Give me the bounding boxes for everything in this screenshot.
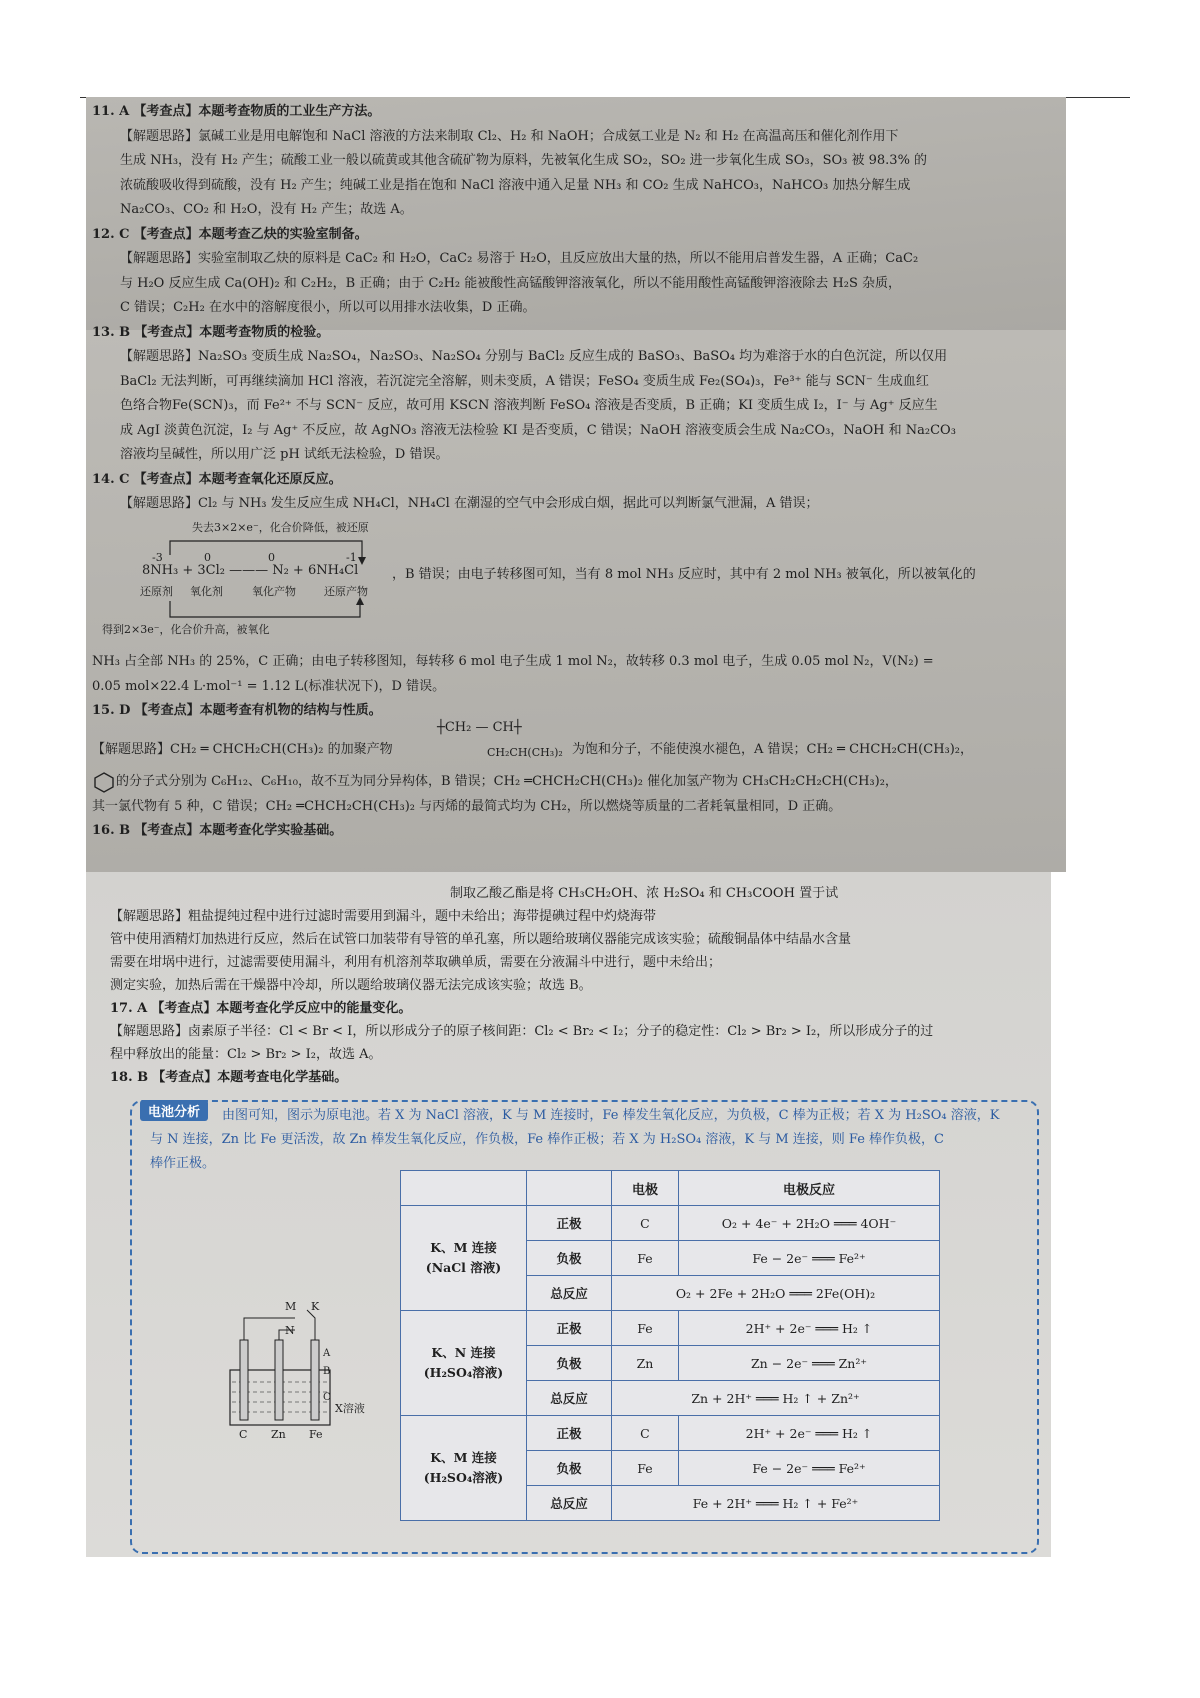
question-17-header: [110, 997, 1050, 1020]
q13-line: 成 AgI 淡黄色沉淀，I₂ 与 Ag⁺ 不反应，故 AgNO₃ 溶液无法检验 KI 是否变质，C 错误；NaOH 溶液变质会生成 Na₂CO₃，NaOH 和 Na₂CO₃: [120, 422, 956, 438]
kaodian: 【考查点】本题考查化学实验基础。: [134, 823, 343, 838]
battery-analysis-text: [150, 1104, 1030, 1176]
group-solution: (H₂SO₄溶液): [423, 1365, 504, 1380]
kaodian: 【考查点】本题考查有机物的结构与性质。: [134, 703, 382, 718]
q15-line: 为饱和分子，不能使溴水褪色，A 错误；CH₂ ═ CHCH₂CH(CH₃)₂，: [572, 742, 974, 757]
row-label: 负极: [526, 1451, 611, 1486]
question-number: 18. B: [110, 1070, 149, 1085]
answers-section-1: [92, 100, 1062, 517]
q14-line: 0.05 mol×22.4 L·mol⁻¹ = 1.12 L(标准状况下)，D 错误。: [92, 678, 446, 694]
q16-line: 测定实验，加热后需在干燥器中冷却，所以题给玻璃仪器无法完成该实验；故选 B。: [110, 978, 592, 993]
kaodian: 【考查点】本题考查物质的工业生产方法。: [133, 104, 381, 119]
row-label: 负极: [526, 1241, 611, 1276]
answers-section-3: [110, 882, 1050, 1089]
analysis-line: 与 N 连接，Zn 比 Fe 更活泼，故 Zn 棒发生氧化反应，作负极，Fe 棒作正极；若 X 为 H₂SO₄ 溶液，K 与 M 连接，则 Fe 棒作负极，C: [150, 1132, 944, 1147]
row-label: 总反应: [526, 1381, 611, 1416]
electrode-cell: Zn: [611, 1346, 678, 1381]
polymer-side-chain: CH₂CH(CH₃)₂: [487, 746, 563, 759]
table-header: [401, 1171, 527, 1206]
ox-state: 0: [268, 551, 275, 564]
reaction-cell: O₂ + 2Fe + 2H₂O ═══ 2Fe(OH)₂: [611, 1276, 939, 1311]
q15-line: 【解题思路】CH₂ ═ CHCH₂CH(CH₃)₂ 的加聚产物: [92, 742, 393, 757]
electrochemical-cell-diagram: [215, 1300, 415, 1445]
question-16-header: [92, 819, 1062, 844]
electrode-label-C: C: [239, 1428, 248, 1441]
q13-line: 溶液均呈碱性，所以用广泛 pH 试纸无法检验，D 错误。: [120, 447, 449, 462]
row-label: 负极: [526, 1346, 611, 1381]
analysis-line: 棒作正极。: [150, 1156, 216, 1171]
q16-line: 【解题思路】粗盐提纯过程中进行过滤时需要用到漏斗，题中未给出；海带提碘过程中灼烧海带: [110, 909, 657, 924]
ox-state: -1: [346, 551, 357, 564]
kaodian: 【考查点】本题考查乙炔的实验室制备。: [133, 226, 368, 242]
electrode-cell: Fe: [611, 1241, 678, 1276]
q13-line: 色络合物Fe(SCN)₃，而 Fe²⁺ 不与 SCN⁻ 反应，故可用 KSCN 溶液判断 FeSO₄ 溶液是否变质，B 正确；KI 变质生成 I₂，I⁻ 与 Ag⁺ 反应生: [120, 398, 938, 413]
reaction-cell: Zn + 2H⁺ ═══ H₂ ↑ + Zn²⁺: [611, 1381, 939, 1416]
q16-line: 制取乙酸乙酯是将 CH₃CH₂OH、浓 H₂SO₄ 和 CH₃COOH 置于试: [450, 886, 839, 901]
q15-polymer-line: [92, 720, 1062, 764]
electrode-cell: Fe: [611, 1311, 678, 1346]
group-name: K、M 连接: [430, 1450, 497, 1465]
electron-transfer-diagram: [92, 513, 1062, 648]
q11-line: 浓硫酸吸收得到硫酸，没有 H₂ 产生；纯碱工业是指在饱和 NaCl 溶液中通入足量 NH₃ 和 CO₂ 生成 NaHCO₃，NaHCO₃ 加热分解生成: [120, 177, 911, 193]
q14-line: NH₃ 占全部 NH₃ 的 25%，C 正确；由电子转移图知，每转移 6 mol 电子生成 1 mol N₂，故转移 0.3 mol 电子，生成 0.05 mol N₂，V(N₂) =: [92, 654, 934, 669]
question-number: 17. A: [110, 1001, 148, 1016]
row-label: 总反应: [526, 1276, 611, 1311]
solution-label: X溶液: [335, 1402, 365, 1415]
electrode-cell: C: [611, 1416, 678, 1451]
question-15-header: [92, 699, 1062, 724]
role-label: 还原产物: [324, 585, 368, 598]
question-18-header: [110, 1066, 1050, 1089]
role-label: 还原剂: [140, 585, 173, 598]
q11-line: 生成 NH₃，没有 H₂ 产生；硫酸工业一般以硫黄或其他含硫矿物为原料，先被氧化生成 SO₂，SO₂ 进一步氧化生成 SO₃，SO₃ 被 98.3% 的: [120, 153, 928, 168]
electron-gain-label: 失去3×2×e⁻，化合价降低，被还原: [192, 521, 369, 534]
question-number: 13. B: [92, 324, 131, 340]
switch-label-N: N: [285, 1324, 295, 1337]
group-name: K、M 连接: [430, 1240, 497, 1255]
reaction-cell: Fe + 2H⁺ ═══ H₂ ↑ + Fe²⁺: [611, 1486, 939, 1521]
q13-line: BaCl₂ 无法判断，可再继续滴加 HCl 溶液，若沉淀完全溶解，则未变质，A 错误；FeSO₄ 变质生成 Fe₂(SO₄)₃，Fe³⁺ 能与 SCN⁻ 生成血红: [120, 373, 929, 389]
table-row: [401, 1311, 940, 1346]
reaction-cell: Fe − 2e⁻ ═══ Fe²⁺: [678, 1451, 939, 1486]
group-name: K、N 连接: [431, 1345, 496, 1360]
table-row: [401, 1206, 940, 1241]
q13-line: 【解题思路】Na₂SO₃ 变质生成 Na₂SO₄，Na₂SO₃、Na₂SO₄ 分别与 BaCl₂ 反应生成的 BaSO₃、BaSO₄ 均为难溶于水的白色沉淀，所以仅用: [120, 349, 948, 364]
q16-line: 需要在坩埚中进行，过滤需要使用漏斗，利用有机溶剂萃取碘单质，需要在分液漏斗中进行，题中未给出；: [110, 955, 722, 970]
electrode-cell: C: [611, 1206, 678, 1241]
cyclohexene-ring-icon: [92, 771, 116, 793]
group-solution: (NaCl 溶液): [425, 1260, 502, 1275]
kaodian: 【考查点】本题考查物质的检验。: [134, 324, 330, 340]
q12-line: 与 H₂O 反应生成 Ca(OH)₂ 和 C₂H₂，B 正确；由于 C₂H₂ 能被酸性高锰酸钾溶液氧化，所以不能用酸性高锰酸钾溶液除去 H₂S 杂质，: [120, 275, 901, 291]
battery-analysis-title: 电池分析: [140, 1100, 208, 1121]
row-label: 正极: [526, 1206, 611, 1241]
table-header: 电极: [611, 1171, 678, 1206]
reaction-cell: Fe − 2e⁻ ═══ Fe²⁺: [678, 1241, 939, 1276]
question-12-header: [92, 223, 1062, 248]
q15-rest: [92, 770, 1062, 844]
reaction-cell: 2H⁺ + 2e⁻ ═══ H₂ ↑: [678, 1311, 939, 1346]
q17-line: 【解题思路】卤素原子半径：Cl < Br < I，所以形成分子的原子核间距：Cl₂ < Br₂ < I₂；分子的稳定性：Cl₂ > Br₂ > I₂，所以形成分子的过: [110, 1024, 934, 1039]
reaction-cell: Zn − 2e⁻ ═══ Zn²⁺: [678, 1346, 939, 1381]
kaodian: 【考查点】本题考查化学反应中的能量变化。: [151, 1001, 412, 1016]
redox-equation: 8NH₃ + 3Cl₂ ——— N₂ + 6NH₄Cl: [142, 563, 359, 578]
polymer-backbone: ┼CH₂ — CH┼: [437, 720, 522, 735]
table-header: 电极反应: [678, 1171, 939, 1206]
ox-state: -3: [152, 551, 163, 564]
table-header: [526, 1171, 611, 1206]
row-label: 正极: [526, 1416, 611, 1451]
answers-section-2: [92, 650, 1062, 724]
kaodian: 【考查点】本题考查氧化还原反应。: [133, 471, 342, 487]
role-label: 氧化产物: [252, 585, 296, 598]
switch-label-M: M: [285, 1300, 297, 1313]
ox-state: 0: [204, 551, 211, 564]
reaction-cell: 2H⁺ + 2e⁻ ═══ H₂ ↑: [678, 1416, 939, 1451]
electrode-label-Zn: Zn: [271, 1428, 286, 1441]
group-label: [401, 1206, 527, 1311]
question-14-header: [92, 468, 1062, 493]
q15-line-2: [92, 770, 1062, 795]
question-13-header: [92, 321, 1062, 346]
question-number: 14. C: [92, 471, 130, 487]
q15-line-3: 其一氯代物有 5 种，C 错误；CH₂ ═CHCH₂CH(CH₃)₂ 与丙烯的最简式均为 CH₂，所以燃烧等质量的二者耗氧量相同，D 正确。: [92, 798, 842, 814]
electrode-reaction-table: [400, 1170, 940, 1521]
q17-line: 程中释放出的能量：Cl₂ > Br₂ > I₂，故选 A。: [110, 1047, 382, 1062]
point-label-A: A: [323, 1348, 331, 1359]
switch-label-K: K: [311, 1300, 320, 1313]
q15-text: 的分子式分别为 C₆H₁₂、C₆H₁₀，故不互为同分异构体，B 错误；CH₂ ═CHCH₂CH(CH₃)₂ 催化加氢产物为 CH₃CH₂CH₂CH(CH₃)₂，: [116, 774, 898, 789]
question-11-header: [92, 100, 1062, 125]
question-number: 12. C: [92, 226, 130, 242]
row-label: 总反应: [526, 1486, 611, 1521]
group-label: [401, 1311, 527, 1416]
q16-line: 管中使用酒精灯加热进行反应，然后在试管口加装带有导管的单孔塞，所以题给玻璃仪器能完成该实验；硫酸铜晶体中结晶水含量: [110, 932, 852, 947]
question-number: 11. A: [92, 104, 130, 119]
q11-line: Na₂CO₃、CO₂ 和 H₂O，没有 H₂ 产生；故选 A。: [120, 202, 413, 217]
q14-after-equation: ，B 错误；由电子转移图可知，当有 8 mol NH₃ 反应时，其中有 2 mol NH₃ 被氧化，所以被氧化的: [392, 567, 976, 582]
kaodian: 【考查点】本题考查电化学基础。: [152, 1070, 348, 1085]
electrode-cell: Fe: [611, 1451, 678, 1486]
electron-loss-label: 得到2×3e⁻，化合价升高，被氧化: [102, 623, 270, 636]
cell-drawing: [215, 1300, 415, 1445]
question-number: 15. D: [92, 703, 131, 718]
electrode-label-Fe: Fe: [309, 1428, 323, 1441]
q14-line: 【解题思路】Cl₂ 与 NH₃ 发生反应生成 NH₄Cl，NH₄Cl 在潮湿的空气中会形成白烟，据此可以判断氯气泄漏，A 错误；: [120, 496, 819, 511]
q12-line: 【解题思路】实验室制取乙炔的原料是 CaC₂ 和 H₂O，CaC₂ 易溶于 H₂O，且反应放出大量的热，所以不能用启普发生器，A 正确；CaC₂: [120, 251, 919, 266]
q11-line: 【解题思路】氯碱工业是用电解饱和 NaCl 溶液的方法来制取 Cl₂、H₂ 和 NaOH；合成氨工业是 N₂ 和 H₂ 在高温高压和催化剂作用下: [120, 128, 899, 144]
group-solution: (H₂SO₄溶液): [423, 1470, 504, 1485]
q12-line: C 错误；C₂H₂ 在水中的溶解度很小，所以可以用排水法收集，D 正确。: [120, 300, 536, 315]
table-header-row: [401, 1171, 940, 1206]
point-label-C: C: [323, 1392, 331, 1403]
group-label: [401, 1416, 527, 1521]
role-label: 氧化剂: [190, 585, 223, 598]
reaction-cell: O₂ + 4e⁻ + 2H₂O ═══ 4OH⁻: [678, 1206, 939, 1241]
point-label-B: B: [323, 1366, 331, 1377]
analysis-line: 由图可知，图示为原电池。若 X 为 NaCl 溶液，K 与 M 连接时，Fe 棒发生氧化反应，为负极，C 棒为正极；若 X 为 H₂SO₄ 溶液，K: [222, 1108, 1000, 1123]
question-number: 16. B: [92, 823, 131, 838]
table-row: [401, 1416, 940, 1451]
row-label: 正极: [526, 1311, 611, 1346]
